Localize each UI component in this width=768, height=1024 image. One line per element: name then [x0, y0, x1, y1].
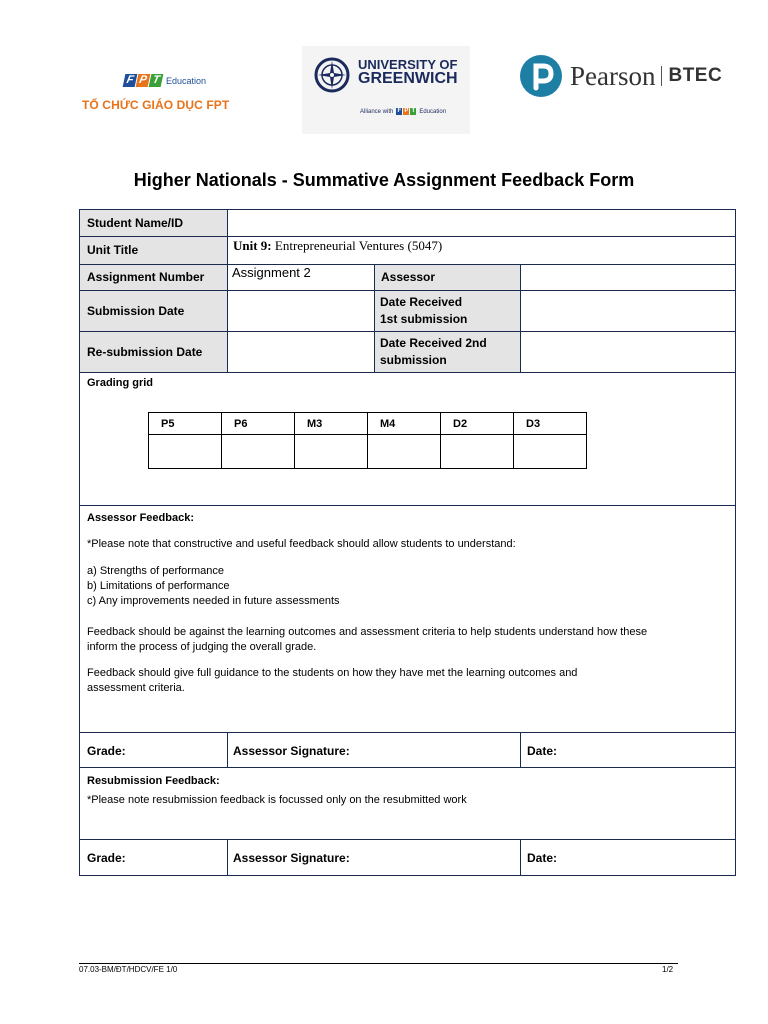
row-divider: [80, 264, 735, 265]
fpt-t-block: T: [149, 74, 164, 87]
resubmission-date-field[interactable]: [227, 331, 374, 372]
assessor-feedback-heading: Assessor Feedback:: [87, 512, 194, 524]
assignment-number-label: Assignment Number: [80, 264, 227, 290]
row-divider: [80, 505, 735, 506]
logo-divider: [661, 66, 662, 86]
date-label: Date:: [527, 851, 558, 865]
assessor-label: Assessor: [374, 264, 520, 290]
submission-date-field[interactable]: [227, 290, 374, 331]
grading-grid: [148, 412, 587, 469]
fpt-mini-logo: F P T: [397, 108, 416, 114]
grade-criterion-cell[interactable]: [441, 435, 514, 469]
grade-criterion-header: M4: [368, 413, 441, 435]
column-divider: [227, 210, 228, 372]
page-number: 1/2: [662, 965, 674, 974]
column-divider: [520, 839, 521, 875]
pearson-wordmark: Pearson: [570, 60, 656, 91]
grade-criterion-cell[interactable]: [222, 435, 295, 469]
date-received-2nd-field[interactable]: [520, 331, 735, 372]
assessor-signature-label: Assessor Signature:: [233, 744, 350, 758]
fpt-f-block: F: [123, 74, 138, 87]
assessor-signature-label: Assessor Signature:: [233, 851, 350, 865]
pearson-p-icon: [520, 55, 562, 97]
column-divider: [520, 732, 521, 767]
unit-name: Entrepreneurial Ventures (5047): [274, 238, 443, 253]
grade-label: Grade:: [87, 851, 126, 865]
page-title: Higher Nationals - Summative Assignment Feedback Form: [133, 170, 635, 190]
date-received-1st-field[interactable]: [520, 290, 735, 331]
row-divider: [80, 331, 735, 332]
grading-grid-label: Grading grid: [87, 377, 153, 389]
resubmission-date-label: Re-submission Date: [80, 331, 227, 372]
document-code: 07.03-BM/ĐT/HDCV/FE 1/0: [79, 965, 178, 974]
btec-wordmark: BTEC: [668, 65, 723, 86]
assessor-feedback-area[interactable]: [80, 700, 735, 732]
unit-title-label: Unit Title: [80, 236, 227, 264]
student-name-label: Student Name/ID: [80, 210, 227, 236]
greenwich-logo: [302, 46, 470, 134]
grade-criterion-cell[interactable]: [295, 435, 368, 469]
row-divider: [80, 732, 735, 733]
list-item: b) Limitations of performance: [87, 580, 230, 592]
grade-criterion-cell[interactable]: [149, 435, 222, 469]
resubmission-note: *Please note resubmission feedback is focussed only on the resubmitted work: [87, 794, 467, 806]
feedback-note: *Please note that constructive and useful feedback should allow students to understand:: [87, 538, 516, 550]
grade-label: Grade:: [87, 744, 126, 758]
row-divider: [80, 290, 735, 291]
row-divider: [80, 839, 735, 840]
grade-criterion-header: D2: [441, 413, 514, 435]
resubmission-feedback-area[interactable]: [80, 810, 735, 839]
resubmission-feedback-heading: Resubmission Feedback:: [87, 775, 220, 787]
feedback-form: [79, 209, 736, 876]
greenwich-crest-icon: [314, 56, 350, 94]
grade-criterion-header: M3: [295, 413, 368, 435]
fpt-p-block: P: [136, 74, 151, 87]
feedback-paragraph-1: Feedback should be against the learning outcomes and assessment criteria to help students understand how these inform the process of judging the overall grade.: [87, 626, 648, 653]
feedback-paragraph-2: Feedback should give full guidance to the students on how they have met the learning outcomes and assessment criteria.: [87, 667, 578, 694]
student-name-field[interactable]: [227, 210, 735, 236]
assignment-number-field[interactable]: Assignment 2: [232, 265, 311, 280]
row-divider: [80, 767, 735, 768]
greenwich-alliance: Alliance with F P T Education: [360, 108, 447, 115]
footer-rule: [79, 963, 678, 964]
unit-number: Unit 9:: [233, 238, 272, 253]
column-divider: [374, 264, 375, 372]
date-label: Date:: [527, 744, 558, 758]
submission-date-label: Submission Date: [80, 290, 227, 331]
list-item: a) Strengths of performance: [87, 565, 224, 577]
column-divider: [227, 839, 228, 875]
grade-criterion-cell[interactable]: [514, 435, 587, 469]
grade-criterion-header: P6: [222, 413, 295, 435]
grade-criterion-cell[interactable]: [368, 435, 441, 469]
list-item: c) Any improvements needed in future assessments: [87, 595, 340, 607]
fpt-education-text: Education: [166, 75, 207, 86]
fpt-org-name: TỔ CHỨC GIÁO DỤC FPT: [82, 98, 230, 112]
grade-criterion-header: P5: [149, 413, 222, 435]
date-received-2nd-label: Date Received 2nd submission: [374, 331, 520, 372]
column-divider: [520, 264, 521, 372]
date-received-1st-label: Date Received 1st submission: [374, 290, 520, 331]
row-divider: [80, 372, 735, 373]
row-divider: [80, 236, 735, 237]
column-divider: [227, 732, 228, 767]
pearson-btec-logo: [520, 53, 722, 99]
grade-criterion-header: D3: [514, 413, 587, 435]
unit-title-field[interactable]: [227, 236, 735, 264]
greenwich-wordmark: UNIVERSITY OF GREENWICH: [358, 57, 458, 87]
assessor-field[interactable]: [520, 264, 735, 290]
feedback-points: [87, 564, 340, 609]
fpt-education-logo: [82, 74, 257, 124]
